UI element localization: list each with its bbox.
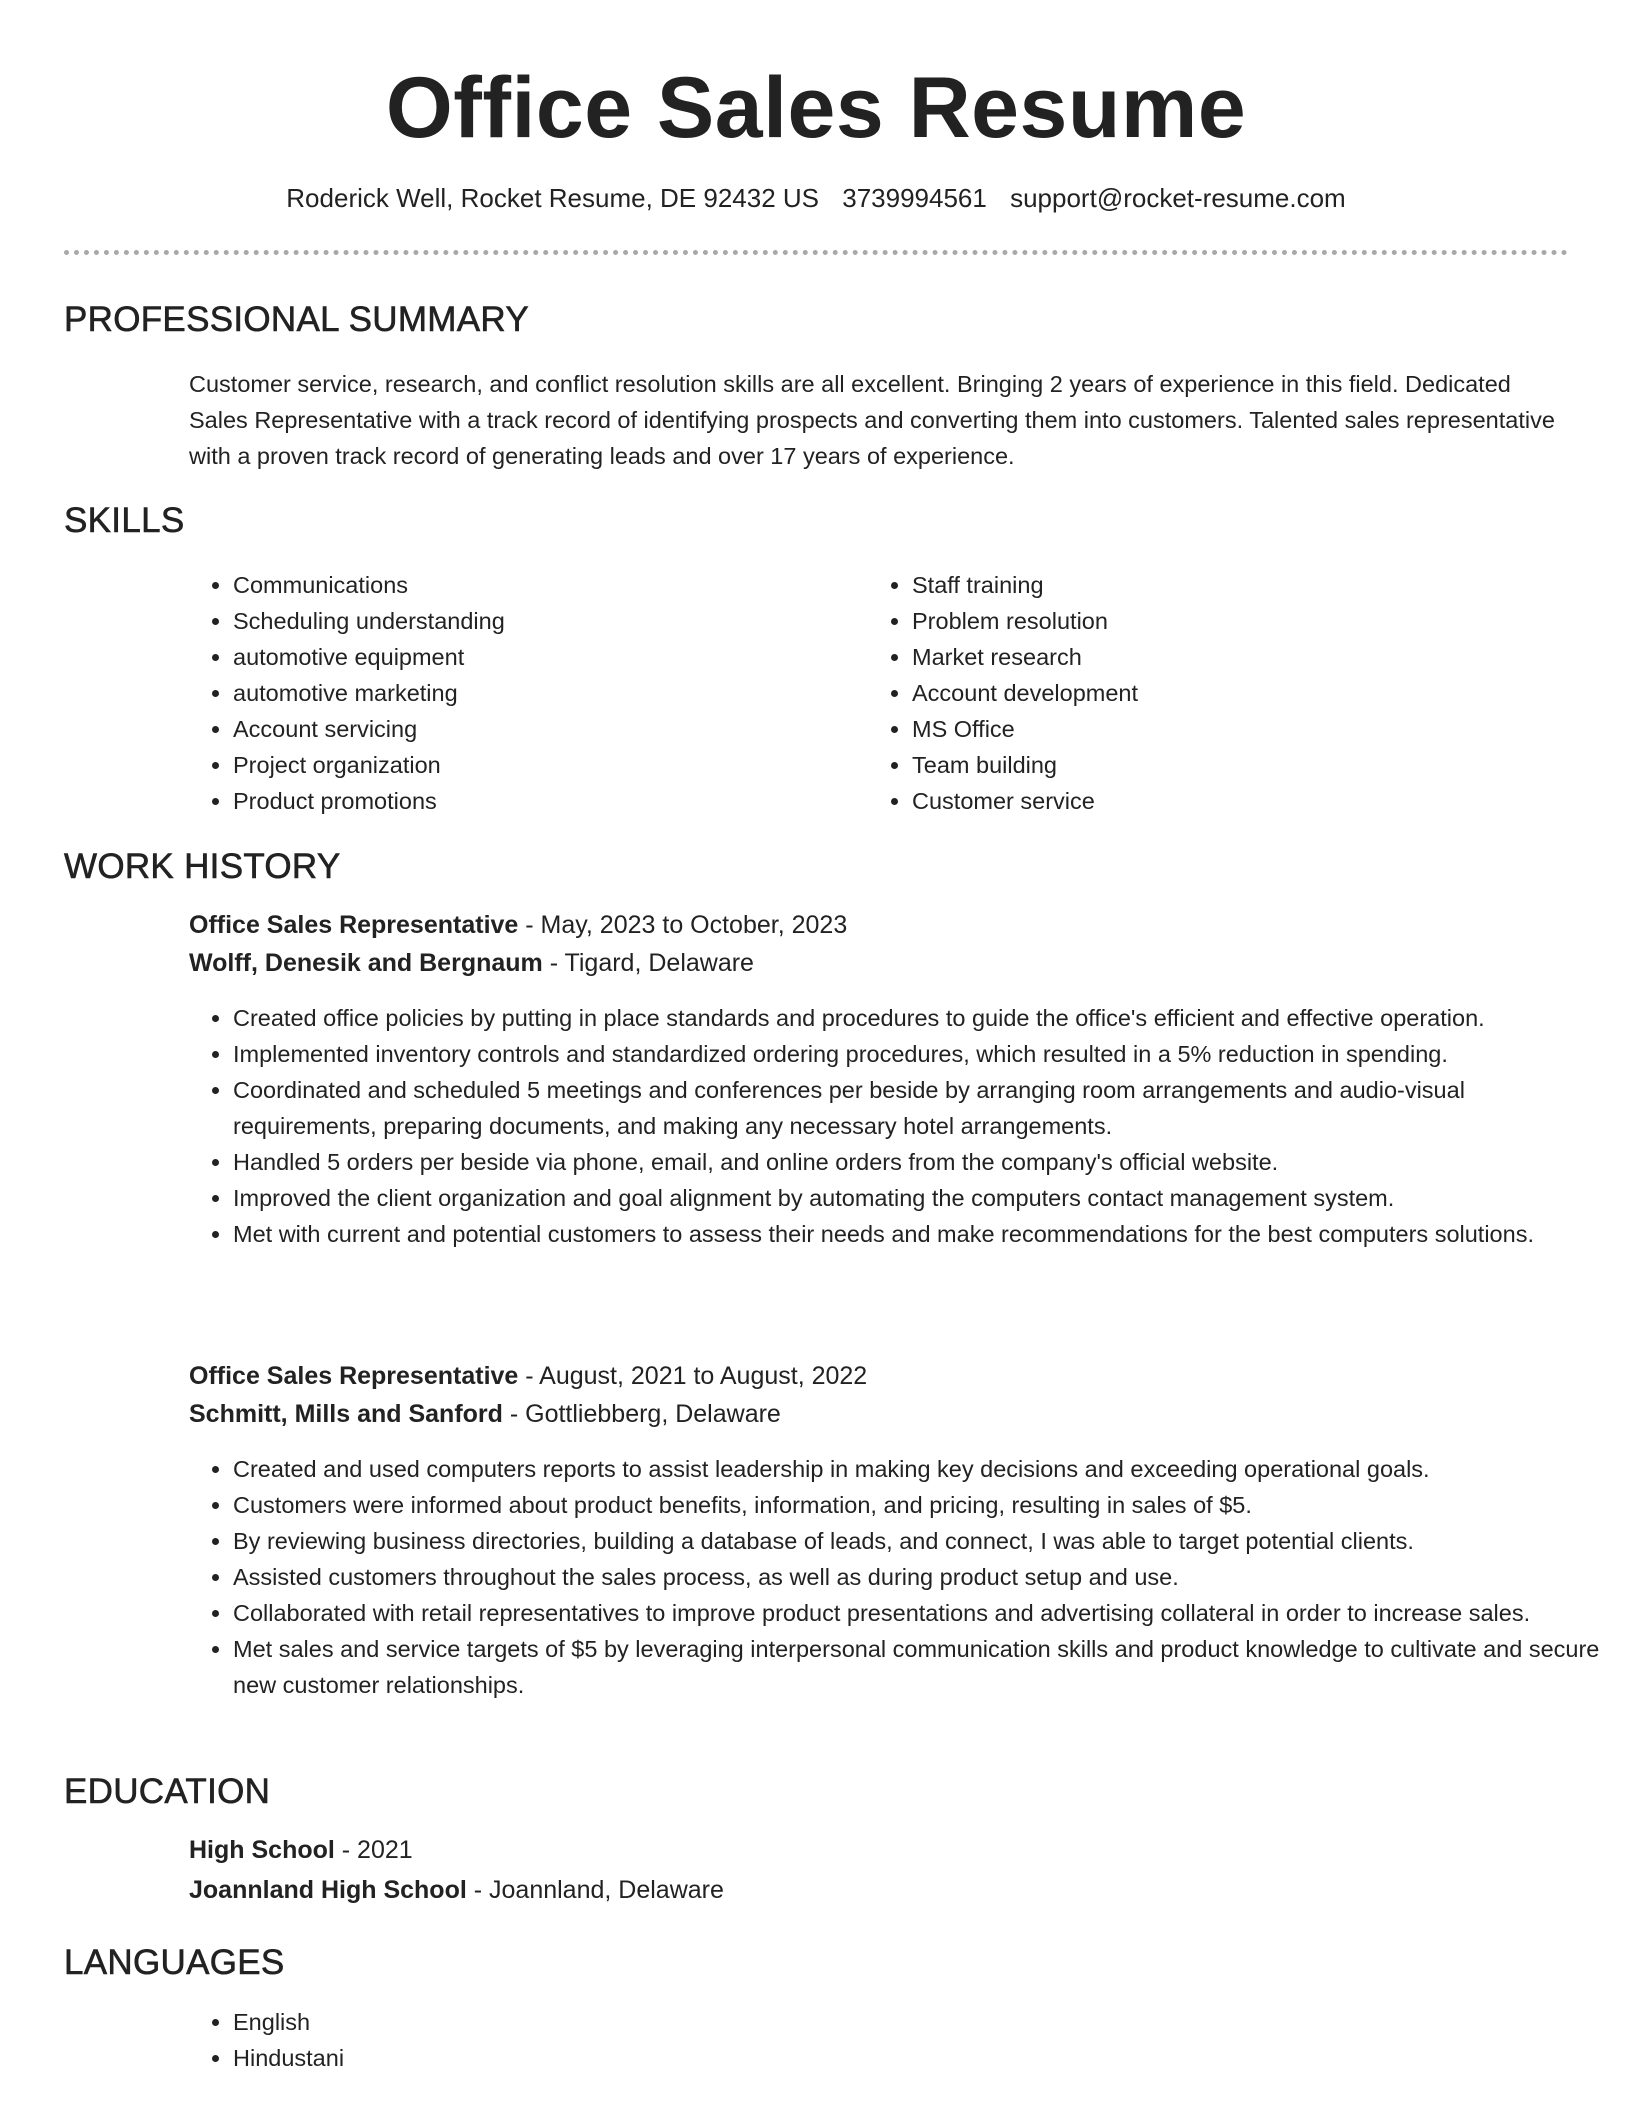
skill-item: • Scheduling understanding (233, 603, 833, 639)
contact-address: Roderick Well, Rocket Resume, DE 92432 US (286, 183, 820, 213)
header-divider (64, 250, 1568, 255)
skills-list-right (868, 567, 1512, 819)
skill-item: • Team building (912, 747, 1512, 783)
skill-item: • automotive marketing (233, 675, 833, 711)
resume-title: Office Sales Resume (385, 60, 1247, 156)
education-year: - 2021 (334, 1836, 413, 1864)
language-item: • English (233, 2004, 833, 2040)
duty-item: • Met with current and potential customers to assess their needs and make recommendations for the best computers solutions. (233, 1216, 1613, 1252)
job-company: Wolff, Denesik and Bergnaum (189, 949, 543, 977)
duty-item: • Handled 5 orders per beside via phone, email, and online orders from the company's official website. (233, 1144, 1613, 1180)
work-heading: WORK HISTORY (64, 847, 341, 886)
education-school-line (189, 1872, 724, 1908)
skill-item: • Project organization (233, 747, 833, 783)
skill-item: • Problem resolution (912, 603, 1512, 639)
languages-list (189, 2004, 833, 2076)
job-location: - Tigard, Delaware (542, 949, 754, 977)
job-duties-list (189, 1451, 1613, 1703)
contact-phone: 3739994561 (842, 183, 987, 213)
job-title: Office Sales Representative (189, 1362, 519, 1390)
education-degree-line (189, 1832, 413, 1868)
job-company-line (189, 1396, 781, 1432)
education-heading: EDUCATION (64, 1772, 271, 1811)
job-location: - Gottliebberg, Delaware (502, 1400, 781, 1428)
duty-item: • Collaborated with retail representatives to improve product presentations and advertising collateral in order to increase sales. (233, 1595, 1613, 1631)
duty-item: • Created office policies by putting in place standards and procedures to guide the office's efficient and effective operation. (233, 1000, 1613, 1036)
duty-item: • Assisted customers throughout the sales process, as well as during product setup and use. (233, 1559, 1613, 1595)
job-dates: - May, 2023 to October, 2023 (518, 911, 848, 939)
skill-item: • MS Office (912, 711, 1512, 747)
education-school: Joannland High School (189, 1876, 467, 1904)
skill-item: • Communications (233, 567, 833, 603)
education-degree: High School (189, 1836, 335, 1864)
skill-item: • Product promotions (233, 783, 833, 819)
duty-item: • By reviewing business directories, building a database of leads, and connect, I was able to target potential clients. (233, 1523, 1613, 1559)
summary-heading: PROFESSIONAL SUMMARY (64, 300, 529, 339)
duty-item: • Met sales and service targets of $5 by leveraging interpersonal communication skills and product knowledge to cultivate and secure new customer relationships. (233, 1631, 1613, 1703)
contact-email[interactable]: support@rocket-resume.com (1010, 183, 1346, 213)
job-dates: - August, 2021 to August, 2022 (518, 1362, 868, 1390)
contact-line (0, 180, 1632, 216)
duty-item: • Created and used computers reports to assist leadership in making key decisions and exceeding operational goals. (233, 1451, 1613, 1487)
job-company: Schmitt, Mills and Sanford (189, 1400, 503, 1428)
summary-text: Customer service, research, and conflict resolution skills are all excellent. Bringing 2 years of experience in this field. Dedicated Sales Representative with a track record of identifying prospects and converting them into customers. Talented sales representative with a proven track record of generating leads and over 17 years of experience. (189, 371, 1555, 469)
job-title-line (189, 907, 847, 943)
skill-item: • automotive equipment (233, 639, 833, 675)
language-item: • Hindustani (233, 2040, 833, 2076)
skill-item: • Staff training (912, 567, 1512, 603)
skill-item: • Market research (912, 639, 1512, 675)
job-title: Office Sales Representative (189, 911, 519, 939)
education-location: - Joannland, Delaware (466, 1876, 724, 1904)
duty-item: • Customers were informed about product benefits, information, and pricing, resulting in sales of $5. (233, 1487, 1613, 1523)
skills-list-left (189, 567, 833, 819)
duty-item: • Coordinated and scheduled 5 meetings and conferences per beside by arranging room arrangements and audio-visual requirements, preparing documents, and making any necessary hotel arrangements. (233, 1072, 1613, 1144)
skill-item: • Account servicing (233, 711, 833, 747)
skill-item: • Account development (912, 675, 1512, 711)
duty-item: • Improved the client organization and goal alignment by automating the computers contact management system. (233, 1180, 1613, 1216)
job-title-line (189, 1358, 867, 1394)
job-duties-list (189, 1000, 1613, 1252)
skill-item: • Customer service (912, 783, 1512, 819)
job-company-line (189, 945, 754, 981)
languages-heading: LANGUAGES (64, 1943, 285, 1982)
duty-item: • Implemented inventory controls and standardized ordering procedures, which resulted in a 5% reduction in spending. (233, 1036, 1613, 1072)
skills-heading: SKILLS (64, 501, 185, 540)
